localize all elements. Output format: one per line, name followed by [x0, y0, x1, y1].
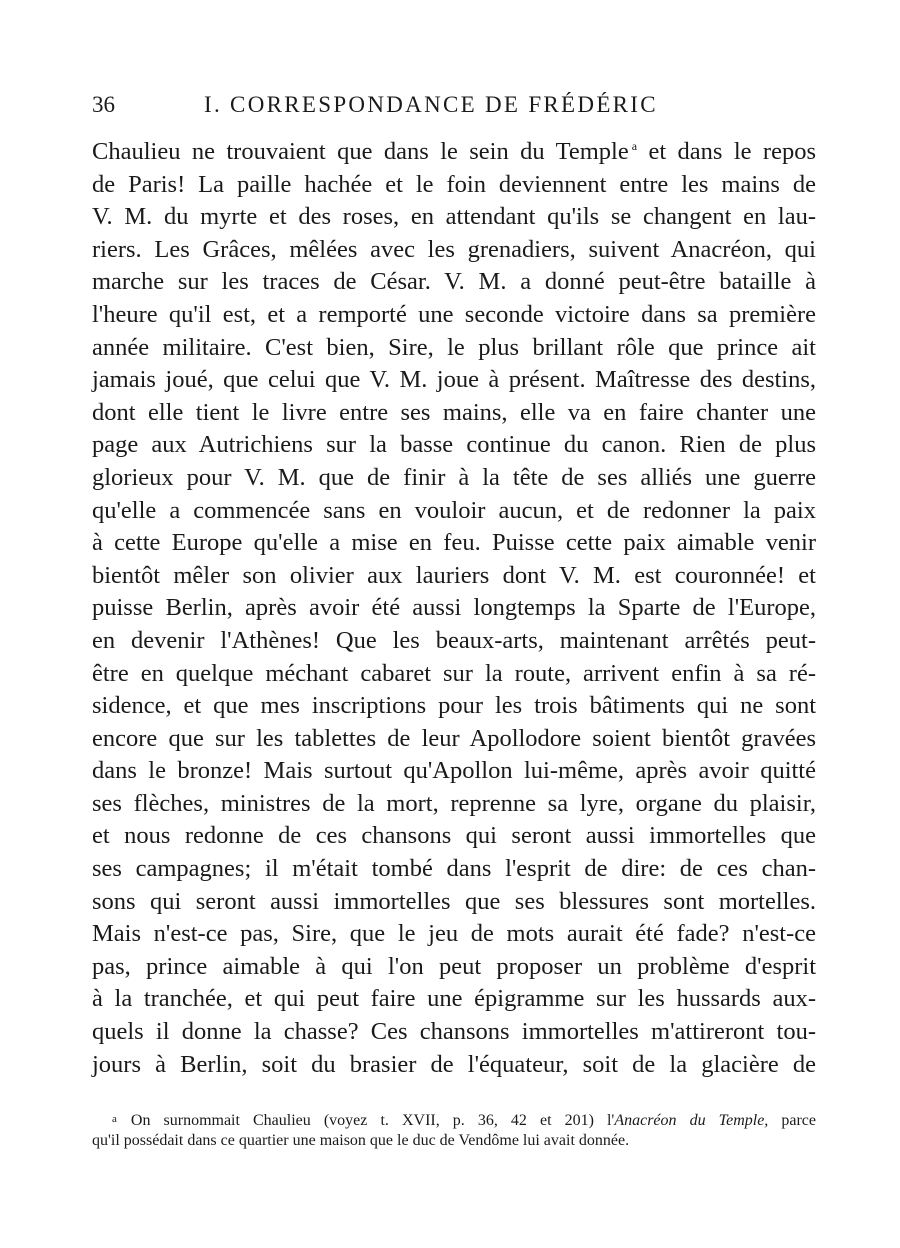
- footnote: [92, 1108, 816, 1152]
- text-line: à cette Europe qu'elle a mise en feu. Puisse cette paix aimable venir: [92, 529, 816, 557]
- text-line: puisse Berlin, après avoir été aussi longtemps la Sparte de l'Europe,: [92, 594, 816, 622]
- footnote-reference: a: [631, 139, 638, 153]
- text-line: jours à Berlin, soit du brasier de l'équateur, soit de la glacière de: [92, 1050, 816, 1078]
- text-line: à la tranchée, et qui peut faire une épigramme sur les hussards aux-: [92, 985, 816, 1013]
- page-number: 36: [92, 92, 115, 117]
- text-line: en devenir l'Athènes! Que les beaux-arts, maintenant arrêtés peut-: [92, 626, 816, 654]
- text-line: [92, 136, 816, 169]
- text-line: dont elle tient le livre entre ses mains, elle va en faire chanter une: [92, 398, 816, 426]
- text-line: encore que sur les tablettes de leur Apollodore soient bientôt gravées: [92, 724, 816, 752]
- text-line: bientôt mêler son olivier aux lauriers dont V. M. est couronnée! et: [92, 561, 816, 589]
- footnote-italic-title: Anacréon du Temple,: [614, 1112, 769, 1129]
- text-line: jamais joué, que celui que V. M. joue à présent. Maîtresse des destins,: [92, 366, 816, 394]
- text-line: être en quelque méchant cabaret sur la route, arrivent enfin à sa ré-: [92, 659, 816, 687]
- text-line: V. M. du myrte et des roses, en attendant qu'ils se changent en lau-: [92, 203, 816, 231]
- text-line: pas, prince aimable à qui l'on peut proposer un problème d'esprit: [92, 952, 816, 980]
- footnote-line: [92, 1108, 816, 1130]
- text-line: année militaire. C'est bien, Sire, le plus brillant rôle que prince ait: [92, 333, 816, 361]
- running-title: I. CORRESPONDANCE DE FRÉDÉRIC: [204, 92, 658, 117]
- footnote-line: qu'il possédait dans ce quartier une maison que le duc de Vendôme lui avait donnée.: [92, 1132, 630, 1149]
- text-line: Mais n'est-ce pas, Sire, que le jeu de mots aurait été fade? n'est-ce: [92, 920, 816, 948]
- footnote-text-end: parce: [768, 1112, 816, 1129]
- text-line: de Paris! La paille hachée et le foin deviennent entre les mains de: [92, 170, 816, 198]
- text-line: page aux Autrichiens sur la basse continue du canon. Rien de plus: [92, 431, 816, 459]
- text-line: et nous redonne de ces chansons qui seront aussi immortelles que: [92, 822, 816, 850]
- text-line: l'heure qu'il est, et a remporté une seconde victoire dans sa première: [92, 300, 816, 328]
- footnote-mark: a: [112, 1113, 117, 1125]
- text-line: marche sur les traces de César. V. M. a donné peut-être bataille à: [92, 268, 816, 296]
- text-line: sidence, et que mes inscriptions pour les trois bâtiments qui ne sont: [92, 692, 816, 720]
- text-line: dans le bronze! Mais surtout qu'Apollon lui-même, après avoir quitté: [92, 757, 816, 785]
- running-head: [92, 92, 816, 126]
- footnote-text: On surnommait Chaulieu (voyez t. XVII, p. 36, 42 et 201) l': [130, 1112, 615, 1129]
- text-line: riers. Les Grâces, mêlées avec les grenadiers, suivent Anacréon, qui: [92, 235, 816, 263]
- letter-body: [92, 136, 816, 1081]
- text-line: sons qui seront aussi immortelles que ses blessures sont mortelles.: [92, 887, 816, 915]
- text-line: ses campagnes; il m'était tombé dans l'esprit de dire: de ces chan-: [92, 855, 816, 883]
- text-line: qu'elle a commencée sans en vouloir aucun, et de redonner la paix: [92, 496, 816, 524]
- text-line: glorieux pour V. M. que de finir à la tête de ses alliés une guerre: [92, 463, 816, 491]
- text-line: ses flèches, ministres de la mort, reprenne sa lyre, organe du plaisir,: [92, 789, 816, 817]
- text-line-start: Chaulieu ne trouvaient que dans le sein du Temple: [92, 138, 629, 165]
- text-line: quels il donne la chasse? Ces chansons immortelles m'attireront tou-: [92, 1018, 816, 1046]
- text-line-end: et dans le repos: [648, 138, 816, 165]
